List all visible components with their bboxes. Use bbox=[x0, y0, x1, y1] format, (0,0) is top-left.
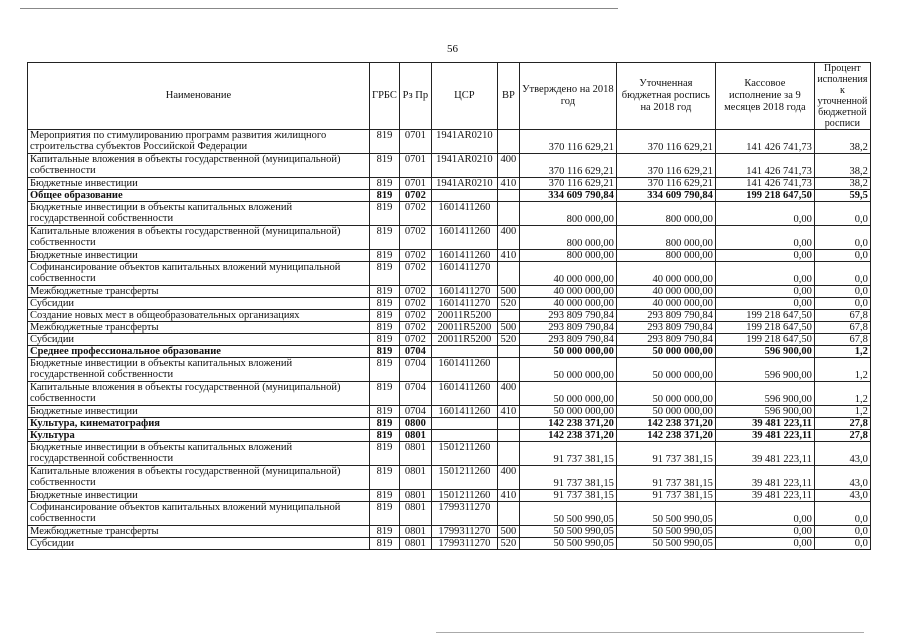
cell-csr: 1601411260 bbox=[431, 202, 497, 226]
cell-vr bbox=[497, 430, 519, 442]
cell-refined: 370 116 629,21 bbox=[616, 154, 715, 178]
cell-approved: 50 500 990,05 bbox=[519, 526, 616, 538]
cell-cash: 0,00 bbox=[715, 262, 814, 286]
cell-cash: 596 900,00 bbox=[715, 382, 814, 406]
cell-approved: 800 000,00 bbox=[519, 250, 616, 262]
cell-rzpr: 0801 bbox=[399, 526, 431, 538]
cell-name: Субсидии bbox=[28, 538, 370, 550]
table-row bbox=[28, 322, 871, 334]
cell-cash: 596 900,00 bbox=[715, 358, 814, 382]
cell-rzpr: 0702 bbox=[399, 298, 431, 310]
cell-name: Межбюджетные трансферты bbox=[28, 322, 370, 334]
table-row bbox=[28, 382, 871, 406]
table-row bbox=[28, 406, 871, 418]
cell-cash: 141 426 741,73 bbox=[715, 154, 814, 178]
cell-percent: 1,2 bbox=[814, 358, 870, 382]
cell-approved: 370 116 629,21 bbox=[519, 130, 616, 154]
table-row bbox=[28, 502, 871, 526]
cell-rzpr: 0701 bbox=[399, 178, 431, 190]
cell-rzpr: 0801 bbox=[399, 430, 431, 442]
cell-approved: 40 000 000,00 bbox=[519, 262, 616, 286]
cell-name: Бюджетные инвестиции bbox=[28, 178, 370, 190]
cell-rzpr: 0801 bbox=[399, 538, 431, 550]
cell-rzpr: 0702 bbox=[399, 310, 431, 322]
cell-percent: 0,0 bbox=[814, 502, 870, 526]
cell-name: Межбюджетные трансферты bbox=[28, 286, 370, 298]
cell-rzpr: 0800 bbox=[399, 418, 431, 430]
cell-approved: 50 000 000,00 bbox=[519, 382, 616, 406]
cell-name: Капитальные вложения в объекты государственной (муниципальной) собственности bbox=[28, 382, 370, 406]
top-rule bbox=[20, 8, 618, 9]
cell-name: Бюджетные инвестиции bbox=[28, 490, 370, 502]
table-row bbox=[28, 130, 871, 154]
cell-vr: 400 bbox=[497, 466, 519, 490]
cell-approved: 50 000 000,00 bbox=[519, 406, 616, 418]
header-rzpr: Рз Пр bbox=[399, 63, 431, 130]
cell-vr: 400 bbox=[497, 382, 519, 406]
table-row bbox=[28, 538, 871, 550]
cell-rzpr: 0704 bbox=[399, 358, 431, 382]
cell-approved: 50 500 990,05 bbox=[519, 538, 616, 550]
cell-csr bbox=[431, 418, 497, 430]
cell-vr bbox=[497, 310, 519, 322]
cell-vr: 500 bbox=[497, 526, 519, 538]
cell-rzpr: 0801 bbox=[399, 502, 431, 526]
cell-rzpr: 0702 bbox=[399, 334, 431, 346]
page-number: 56 bbox=[447, 43, 458, 55]
cell-vr bbox=[497, 442, 519, 466]
cell-rzpr: 0702 bbox=[399, 190, 431, 202]
table-row bbox=[28, 358, 871, 382]
table-row bbox=[28, 418, 871, 430]
cell-refined: 91 737 381,15 bbox=[616, 466, 715, 490]
cell-refined: 293 809 790,84 bbox=[616, 334, 715, 346]
cell-csr: 20011R5200 bbox=[431, 310, 497, 322]
cell-cash: 0,00 bbox=[715, 226, 814, 250]
cell-rzpr: 0702 bbox=[399, 286, 431, 298]
cell-cash: 596 900,00 bbox=[715, 406, 814, 418]
header-percent: Процент исполнения к уточненной бюджетной росписи bbox=[814, 63, 870, 130]
cell-grbs: 819 bbox=[370, 466, 400, 490]
cell-approved: 142 238 371,20 bbox=[519, 430, 616, 442]
cell-csr: 1601411260 bbox=[431, 382, 497, 406]
cell-grbs: 819 bbox=[370, 382, 400, 406]
cell-percent: 0,0 bbox=[814, 286, 870, 298]
cell-csr bbox=[431, 190, 497, 202]
cell-grbs: 819 bbox=[370, 406, 400, 418]
cell-approved: 142 238 371,20 bbox=[519, 418, 616, 430]
cell-refined: 370 116 629,21 bbox=[616, 178, 715, 190]
cell-percent: 0,0 bbox=[814, 262, 870, 286]
cell-vr bbox=[497, 130, 519, 154]
cell-percent: 67,8 bbox=[814, 310, 870, 322]
table-row bbox=[28, 442, 871, 466]
cell-vr bbox=[497, 346, 519, 358]
cell-cash: 199 218 647,50 bbox=[715, 334, 814, 346]
cell-name: Мероприятия по стимулированию программ развития жилищного строительства субъектов Российской Федерации bbox=[28, 130, 370, 154]
cell-refined: 50 000 000,00 bbox=[616, 358, 715, 382]
cell-refined: 334 609 790,84 bbox=[616, 190, 715, 202]
cell-rzpr: 0801 bbox=[399, 442, 431, 466]
cell-grbs: 819 bbox=[370, 154, 400, 178]
cell-refined: 800 000,00 bbox=[616, 202, 715, 226]
cell-rzpr: 0702 bbox=[399, 250, 431, 262]
cell-csr bbox=[431, 430, 497, 442]
cell-grbs: 819 bbox=[370, 190, 400, 202]
cell-name: Бюджетные инвестиции в объекты капитальных вложений государственной собственности bbox=[28, 202, 370, 226]
cell-grbs: 819 bbox=[370, 226, 400, 250]
cell-csr: 1799311270 bbox=[431, 526, 497, 538]
cell-approved: 50 000 000,00 bbox=[519, 358, 616, 382]
cell-csr bbox=[431, 346, 497, 358]
cell-name: Субсидии bbox=[28, 298, 370, 310]
cell-name: Бюджетные инвестиции bbox=[28, 406, 370, 418]
table-row bbox=[28, 286, 871, 298]
cell-cash: 199 218 647,50 bbox=[715, 190, 814, 202]
cell-grbs: 819 bbox=[370, 310, 400, 322]
cell-name: Создание новых мест в общеобразовательных организациях bbox=[28, 310, 370, 322]
cell-name: Капитальные вложения в объекты государственной (муниципальной) собственности bbox=[28, 466, 370, 490]
cell-percent: 27,8 bbox=[814, 430, 870, 442]
cell-name: Софинансирование объектов капитальных вложений муниципальной собственности bbox=[28, 262, 370, 286]
cell-cash: 0,00 bbox=[715, 286, 814, 298]
cell-vr bbox=[497, 262, 519, 286]
cell-csr: 20011R5200 bbox=[431, 334, 497, 346]
cell-refined: 293 809 790,84 bbox=[616, 322, 715, 334]
table-row bbox=[28, 334, 871, 346]
cell-refined: 50 500 990,05 bbox=[616, 502, 715, 526]
cell-refined: 50 000 000,00 bbox=[616, 406, 715, 418]
cell-refined: 370 116 629,21 bbox=[616, 130, 715, 154]
cell-approved: 370 116 629,21 bbox=[519, 154, 616, 178]
cell-percent: 43,0 bbox=[814, 466, 870, 490]
cell-csr: 1601411270 bbox=[431, 286, 497, 298]
cell-name: Капитальные вложения в объекты государственной (муниципальной) собственности bbox=[28, 154, 370, 178]
cell-csr: 1601411260 bbox=[431, 250, 497, 262]
cell-percent: 67,8 bbox=[814, 322, 870, 334]
cell-rzpr: 0704 bbox=[399, 406, 431, 418]
cell-csr: 1601411260 bbox=[431, 226, 497, 250]
cell-approved: 293 809 790,84 bbox=[519, 334, 616, 346]
cell-vr: 400 bbox=[497, 154, 519, 178]
table-row bbox=[28, 226, 871, 250]
header-vr: ВР bbox=[497, 63, 519, 130]
header-refined: Уточненная бюджетная роспись на 2018 год bbox=[616, 63, 715, 130]
cell-csr: 1601411270 bbox=[431, 298, 497, 310]
cell-vr: 500 bbox=[497, 322, 519, 334]
table-row bbox=[28, 298, 871, 310]
cell-cash: 39 481 223,11 bbox=[715, 490, 814, 502]
budget-table bbox=[27, 62, 871, 550]
cell-csr: 1941AR0210 bbox=[431, 154, 497, 178]
cell-approved: 50 500 990,05 bbox=[519, 502, 616, 526]
cell-rzpr: 0702 bbox=[399, 262, 431, 286]
header-csr: ЦСР bbox=[431, 63, 497, 130]
cell-vr: 520 bbox=[497, 298, 519, 310]
cell-rzpr: 0701 bbox=[399, 154, 431, 178]
cell-approved: 800 000,00 bbox=[519, 226, 616, 250]
cell-percent: 0,0 bbox=[814, 538, 870, 550]
cell-csr: 1601411270 bbox=[431, 262, 497, 286]
cell-name: Бюджетные инвестиции bbox=[28, 250, 370, 262]
cell-grbs: 819 bbox=[370, 202, 400, 226]
cell-vr bbox=[497, 418, 519, 430]
cell-cash: 0,00 bbox=[715, 538, 814, 550]
cell-vr: 400 bbox=[497, 226, 519, 250]
cell-name: Бюджетные инвестиции в объекты капитальных вложений государственной собственности bbox=[28, 358, 370, 382]
cell-percent: 67,8 bbox=[814, 334, 870, 346]
cell-approved: 800 000,00 bbox=[519, 202, 616, 226]
table-row bbox=[28, 526, 871, 538]
table-row bbox=[28, 190, 871, 202]
cell-cash: 0,00 bbox=[715, 298, 814, 310]
cell-refined: 800 000,00 bbox=[616, 250, 715, 262]
cell-csr: 1799311270 bbox=[431, 502, 497, 526]
table-row bbox=[28, 250, 871, 262]
cell-csr: 1799311270 bbox=[431, 538, 497, 550]
cell-grbs: 819 bbox=[370, 346, 400, 358]
cell-csr: 1941AR0210 bbox=[431, 130, 497, 154]
header-approved: Утверждено на 2018 год bbox=[519, 63, 616, 130]
cell-cash: 0,00 bbox=[715, 502, 814, 526]
cell-rzpr: 0704 bbox=[399, 382, 431, 406]
table-row bbox=[28, 346, 871, 358]
cell-cash: 0,00 bbox=[715, 250, 814, 262]
cell-rzpr: 0704 bbox=[399, 346, 431, 358]
table-row bbox=[28, 202, 871, 226]
cell-refined: 50 500 990,05 bbox=[616, 538, 715, 550]
cell-rzpr: 0702 bbox=[399, 226, 431, 250]
cell-grbs: 819 bbox=[370, 442, 400, 466]
cell-cash: 39 481 223,11 bbox=[715, 466, 814, 490]
cell-refined: 142 238 371,20 bbox=[616, 430, 715, 442]
cell-percent: 43,0 bbox=[814, 442, 870, 466]
cell-vr: 410 bbox=[497, 250, 519, 262]
cell-refined: 293 809 790,84 bbox=[616, 310, 715, 322]
cell-percent: 38,2 bbox=[814, 178, 870, 190]
cell-vr: 500 bbox=[497, 286, 519, 298]
cell-refined: 50 000 000,00 bbox=[616, 346, 715, 358]
cell-name: Бюджетные инвестиции в объекты капитальных вложений государственной собственности bbox=[28, 442, 370, 466]
cell-grbs: 819 bbox=[370, 298, 400, 310]
header-cash: Кассовое исполнение за 9 месяцев 2018 года bbox=[715, 63, 814, 130]
cell-grbs: 819 bbox=[370, 502, 400, 526]
cell-approved: 293 809 790,84 bbox=[519, 310, 616, 322]
header-name: Наименование bbox=[28, 63, 370, 130]
table-body bbox=[28, 130, 871, 550]
cell-name: Среднее профессиональное образование bbox=[28, 346, 370, 358]
cell-vr bbox=[497, 190, 519, 202]
cell-grbs: 819 bbox=[370, 334, 400, 346]
cell-percent: 0,0 bbox=[814, 250, 870, 262]
cell-rzpr: 0701 bbox=[399, 130, 431, 154]
cell-percent: 0,0 bbox=[814, 526, 870, 538]
cell-rzpr: 0801 bbox=[399, 490, 431, 502]
cell-name: Культура bbox=[28, 430, 370, 442]
cell-csr: 1601411260 bbox=[431, 406, 497, 418]
table-row bbox=[28, 262, 871, 286]
cell-grbs: 819 bbox=[370, 322, 400, 334]
cell-grbs: 819 bbox=[370, 178, 400, 190]
cell-percent: 0,0 bbox=[814, 298, 870, 310]
cell-vr bbox=[497, 358, 519, 382]
cell-refined: 142 238 371,20 bbox=[616, 418, 715, 430]
cell-grbs: 819 bbox=[370, 286, 400, 298]
cell-refined: 40 000 000,00 bbox=[616, 298, 715, 310]
cell-grbs: 819 bbox=[370, 358, 400, 382]
cell-percent: 38,2 bbox=[814, 130, 870, 154]
cell-cash: 39 481 223,11 bbox=[715, 418, 814, 430]
cell-csr: 20011R5200 bbox=[431, 322, 497, 334]
cell-name: Субсидии bbox=[28, 334, 370, 346]
cell-name: Общее образование bbox=[28, 190, 370, 202]
table-row bbox=[28, 430, 871, 442]
cell-csr: 1501211260 bbox=[431, 490, 497, 502]
cell-approved: 50 000 000,00 bbox=[519, 346, 616, 358]
cell-vr: 410 bbox=[497, 406, 519, 418]
cell-approved: 370 116 629,21 bbox=[519, 178, 616, 190]
cell-grbs: 819 bbox=[370, 418, 400, 430]
cell-percent: 1,2 bbox=[814, 346, 870, 358]
cell-approved: 334 609 790,84 bbox=[519, 190, 616, 202]
cell-approved: 91 737 381,15 bbox=[519, 466, 616, 490]
cell-cash: 596 900,00 bbox=[715, 346, 814, 358]
cell-grbs: 819 bbox=[370, 430, 400, 442]
cell-grbs: 819 bbox=[370, 490, 400, 502]
cell-vr: 520 bbox=[497, 334, 519, 346]
cell-grbs: 819 bbox=[370, 250, 400, 262]
cell-cash: 0,00 bbox=[715, 202, 814, 226]
cell-name: Межбюджетные трансферты bbox=[28, 526, 370, 538]
table-row bbox=[28, 154, 871, 178]
cell-vr: 520 bbox=[497, 538, 519, 550]
cell-refined: 40 000 000,00 bbox=[616, 262, 715, 286]
cell-vr: 410 bbox=[497, 178, 519, 190]
cell-percent: 38,2 bbox=[814, 154, 870, 178]
cell-refined: 40 000 000,00 bbox=[616, 286, 715, 298]
cell-refined: 91 737 381,15 bbox=[616, 442, 715, 466]
table-row bbox=[28, 310, 871, 322]
cell-cash: 141 426 741,73 bbox=[715, 178, 814, 190]
cell-vr bbox=[497, 202, 519, 226]
header-grbs: ГРБС bbox=[370, 63, 400, 130]
header-row bbox=[28, 63, 871, 130]
cell-rzpr: 0702 bbox=[399, 322, 431, 334]
cell-refined: 50 000 000,00 bbox=[616, 382, 715, 406]
cell-cash: 39 481 223,11 bbox=[715, 430, 814, 442]
bottom-rule bbox=[436, 632, 864, 633]
cell-percent: 27,8 bbox=[814, 418, 870, 430]
cell-csr: 1941AR0210 bbox=[431, 178, 497, 190]
cell-approved: 293 809 790,84 bbox=[519, 322, 616, 334]
cell-vr: 410 bbox=[497, 490, 519, 502]
cell-approved: 40 000 000,00 bbox=[519, 298, 616, 310]
cell-cash: 141 426 741,73 bbox=[715, 130, 814, 154]
cell-name: Капитальные вложения в объекты государственной (муниципальной) собственности bbox=[28, 226, 370, 250]
cell-cash: 199 218 647,50 bbox=[715, 310, 814, 322]
cell-rzpr: 0702 bbox=[399, 202, 431, 226]
cell-grbs: 819 bbox=[370, 262, 400, 286]
table-row bbox=[28, 490, 871, 502]
cell-csr: 1501211260 bbox=[431, 466, 497, 490]
cell-name: Софинансирование объектов капитальных вложений муниципальной собственности bbox=[28, 502, 370, 526]
table-row bbox=[28, 178, 871, 190]
cell-percent: 0,0 bbox=[814, 226, 870, 250]
cell-rzpr: 0801 bbox=[399, 466, 431, 490]
cell-grbs: 819 bbox=[370, 526, 400, 538]
cell-csr: 1501211260 bbox=[431, 442, 497, 466]
table-row bbox=[28, 466, 871, 490]
cell-approved: 91 737 381,15 bbox=[519, 442, 616, 466]
cell-approved: 40 000 000,00 bbox=[519, 286, 616, 298]
cell-cash: 0,00 bbox=[715, 526, 814, 538]
cell-percent: 1,2 bbox=[814, 406, 870, 418]
cell-refined: 800 000,00 bbox=[616, 226, 715, 250]
cell-name: Культура, кинематография bbox=[28, 418, 370, 430]
cell-vr bbox=[497, 502, 519, 526]
cell-percent: 0,0 bbox=[814, 202, 870, 226]
cell-csr: 1601411260 bbox=[431, 358, 497, 382]
cell-percent: 1,2 bbox=[814, 382, 870, 406]
cell-percent: 59,5 bbox=[814, 190, 870, 202]
cell-refined: 91 737 381,15 bbox=[616, 490, 715, 502]
cell-cash: 199 218 647,50 bbox=[715, 322, 814, 334]
cell-cash: 39 481 223,11 bbox=[715, 442, 814, 466]
cell-approved: 91 737 381,15 bbox=[519, 490, 616, 502]
cell-refined: 50 500 990,05 bbox=[616, 526, 715, 538]
cell-grbs: 819 bbox=[370, 538, 400, 550]
cell-percent: 43,0 bbox=[814, 490, 870, 502]
cell-grbs: 819 bbox=[370, 130, 400, 154]
